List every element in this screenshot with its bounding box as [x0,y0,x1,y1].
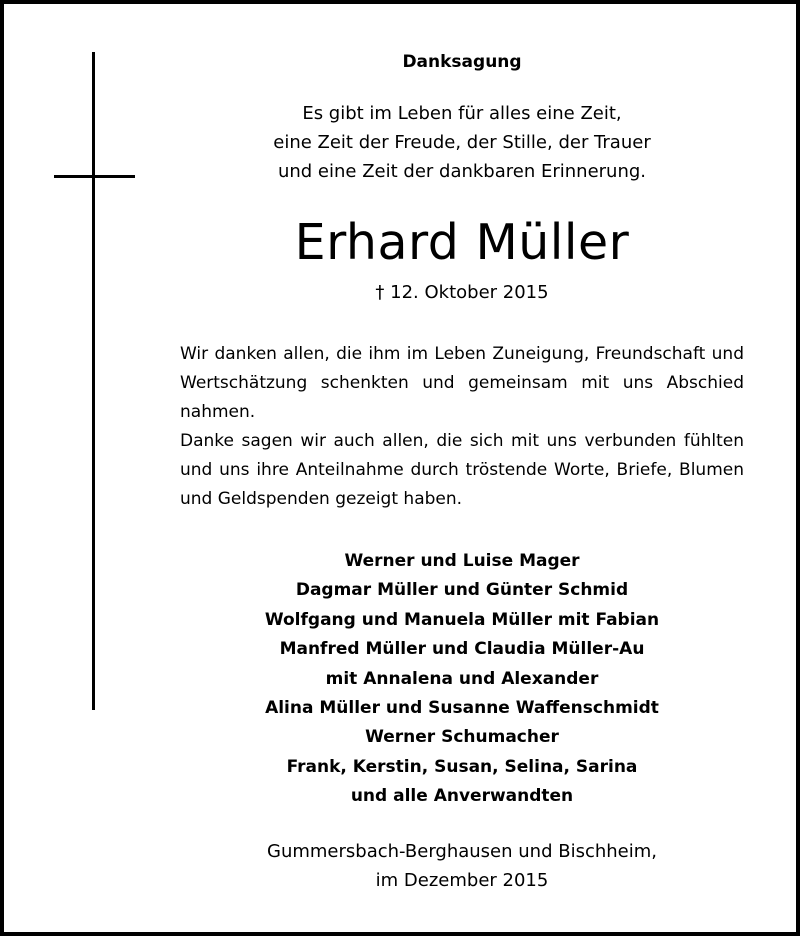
place-and-date [180,837,744,895]
date-line: im Dezember 2015 [375,870,549,891]
motto-line: eine Zeit der Freude, der Stille, der Trauer [273,132,651,153]
notice-heading: Danksagung [402,52,522,72]
cross-icon-vertical-bar [92,52,95,710]
thank-you-paragraph: Wir danken allen, die ihm im Leben Zuneigung, Freundschaft und Wertschätzung schenkten und gemeinsam mit uns Abschied nahmen. [180,344,744,422]
motto-line: und eine Zeit der dankbaren Erinnerung. [277,161,647,182]
mourner-line: Dagmar Müller und Günter Schmid [295,580,629,601]
mourners-list [180,547,744,812]
mourner-line: Alina Müller und Susanne Waffenschmidt [265,698,659,719]
cross-icon-horizontal-bar [54,175,135,178]
deceased-name: Erhard Müller [294,214,630,271]
place-line: Gummersbach-Berghausen und Bischheim, [267,841,657,862]
mourner-line: mit Annalena und Alexander [325,668,599,689]
death-date: † 12. Oktober 2015 [375,282,549,303]
mourner-line: Werner und Luise Mager [344,551,580,571]
thank-you-paragraph: Danke sagen wir auch allen, die sich mit uns verbunden fühlten und uns ihre Anteilnahme durch tröstende Worte, Briefe, Blumen und Geldspenden gezeigt haben. [180,431,744,509]
motto [180,99,744,186]
motto-line: Es gibt im Leben für alles eine Zeit, [302,103,622,124]
mourner-line: Frank, Kerstin, Susan, Selina, Sarina [286,756,638,777]
mourner-line: Werner Schumacher [365,727,559,748]
mourner-line: Manfred Müller und Claudia Müller-Au [279,639,645,660]
mourner-line: und alle Anverwandten [350,786,574,807]
mourner-line: Wolfgang und Manuela Müller mit Fabian [264,609,660,630]
